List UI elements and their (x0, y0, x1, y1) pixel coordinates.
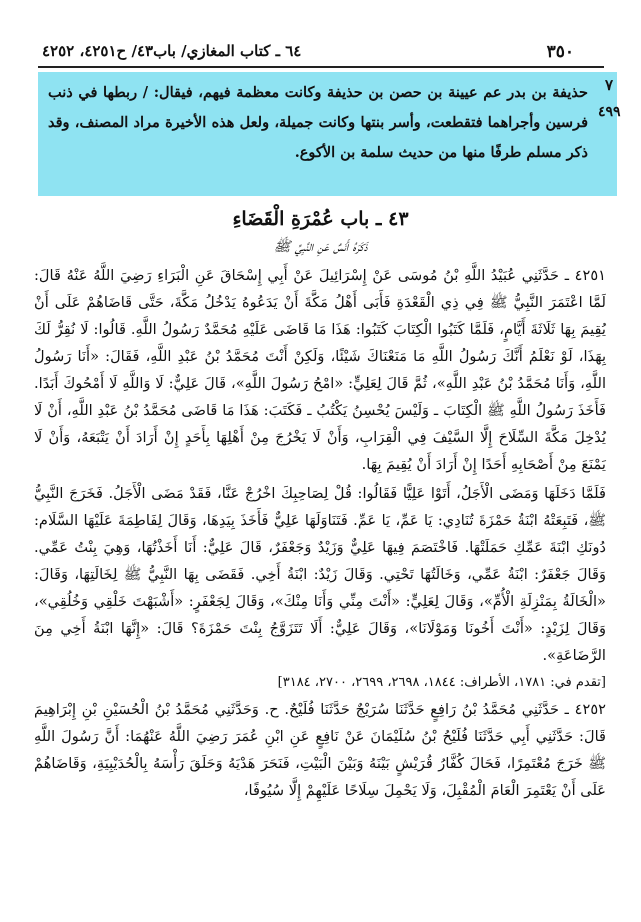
chapter-title: ٤٣ ـ باب عُمْرَةِ الْقَضَاءِ (232, 208, 409, 230)
footnote-marker: ٧ (604, 76, 613, 94)
highlighted-footnote (38, 72, 617, 196)
running-title: ٦٤ ـ كتاب المغازي/ باب٤٣/ ح٤٢٥١، ٤٢٥٢ (42, 42, 302, 60)
margin-page-number: ٤٩٩ (598, 104, 621, 120)
main-text (34, 262, 606, 804)
chapter-subtitle: ذَكَرَهُ أَنَسٌ عَنِ النَّبِيِّ ﷺ (273, 239, 368, 255)
hadith-4251-part1: ٤٢٥١ ـ حَدَّثَنِي عُبَيْدُ اللَّهِ بْنُ مُوسَى عَنْ إِسْرَائِيلَ عَنْ أَبِي إِسْحَاقَ عَنِ الْبَرَاءِ رَضِيَ اللَّهُ عَنْهُ قَالَ: لَمَّا اعْتَمَرَ النَّبِيُّ ﷺ فِي ذِي الْقَعْدَةِ فَأَبَى أَهْلُ مَكَّةَ أَنْ يَدَعُوهُ يَدْخُلُ مَكَّةَ، حَتَّى قَاضَاهُمْ عَلَى أَنْ يُقِيمَ بِهَا ثَلَاثَةَ أَيَّامٍ، فَلَمَّا كَتَبُوا الْكِتَابَ كَتَبُوا: هَذَا مَا قَاضَى عَلَيْهِ مُحَمَّدٌ رَسُولُ اللَّهِ. قَالُوا: لَا نُقِرُّ لَكَ بِهَذَا، لَوْ نَعْلَمُ أَنَّكَ رَسُولُ اللَّهِ مَا مَنَعْنَاكَ شَيْئًا، وَلَكِنْ أَنْتَ مُحَمَّدُ بْنُ عَبْدِ اللَّهِ، فَقَالَ: «أَنَا رَسُولُ اللَّهِ، وَأَنَا مُحَمَّدُ بْنُ عَبْدِ اللَّهِ»، ثُمَّ قَالَ لِعَلِيٍّ: «امْحُ رَسُولَ اللَّهِ»، قَالَ عَلِيٌّ: لَا وَاللَّهِ لَا أَمْحُوكَ أَبَدًا. فَأَخَذَ رَسُولُ اللَّهِ ﷺ الْكِتَابَ ـ وَلَيْسَ يُحْسِنُ يَكْتُبُ ـ فَكَتَبَ: هَذَا مَا قَاضَى مُحَمَّدُ بْنُ عَبْدِ اللَّهِ، أَنْ لَا يُدْخِلَ مَكَّةَ السِّلَاحَ إِلَّا السَّيْفَ فِي الْقِرَابِ، وَأَنْ لَا يَخْرُجَ مِنْ أَهْلِهَا بِأَحَدٍ إِنْ أَرَادَ أَنْ يَتْبَعَهُ، وَأَنْ لَا يَمْنَعَ مِنْ أَصْحَابِهِ أَحَدًا إِنْ أَرَادَ أَنْ يُقِيمَ بِهَا. (34, 267, 606, 473)
footnote-text: حذيفة بن بدر عم عيينة بن حصن بن حذيفة وكانت معظمة فيهم، فيقال: / ربطها في ذنب فرسين وأجراهما فتقطعت، وأسر بنتها وكانت جميلة، ولعل هذه الأخيرة مراد المصنف، وقد ذكر مسلم طرفًا منها من حديث سلمة بن الأكوع. (48, 84, 588, 161)
hadith-4252: ٤٢٥٢ ـ حَدَّثَنِي مُحَمَّدُ بْنُ رَافِعٍ حَدَّثَنَا سُرَيْجٌ حَدَّثَنَا فُلَيْحٌ. ح. وَحَدَّثَنِي مُحَمَّدُ بْنُ الْحُسَيْنِ بْنِ إِبْرَاهِيمَ قَالَ: حَدَّثَنِي أَبِي حَدَّثَنَا فُلَيْحُ بْنُ سُلَيْمَانَ عَنْ نَافِعٍ عَنِ ابْنِ عُمَرَ رَضِيَ اللَّهُ عَنْهُمَا: أَنَّ رَسُولَ اللَّهِ ﷺ خَرَجَ مُعْتَمِرًا، فَحَالَ كُفَّارُ قُرَيْشٍ بَيْنَهُ وَبَيْنَ الْبَيْتِ، فَنَحَرَ هَدْيَهُ وَحَلَقَ رَأْسَهُ بِالْحُدَيْبِيَةِ، وَقَاضَاهُمْ عَلَى أَنْ يَعْتَمِرَ الْعَامَ الْمُقْبِلَ، وَلَا يَحْمِلَ سِلَاحًا عَلَيْهِمْ إِلَّا سُيُوفًا، (34, 701, 606, 799)
hadith-4251-part2: فَلَمَّا دَخَلَهَا وَمَضَى الْأَجَلُ، أَتَوْا عَلِيًّا فَقَالُوا: قُلْ لِصَاحِبِكَ اخْرُجْ عَنَّا، فَقَدْ مَضَى الْأَجَلُ. فَخَرَجَ النَّبِيُّ ﷺ، فَتَبِعَتْهُ ابْنَةُ حَمْزَةَ تُنَادِي: يَا عَمِّ، يَا عَمِّ. فَتَنَاوَلَهَا عَلِيٌّ فَأَخَذَ بِيَدِهَا، وَقَالَ لِفَاطِمَةَ عَلَيْهَا السَّلَام: دُونَكِ ابْنَةَ عَمِّكِ حَمَلَتْهَا. فَاخْتَصَمَ فِيهَا عَلِيٌّ وَزَيْدٌ وَجَعْفَرٌ، قَالَ عَلِيٌّ: أَنَا أَخَذْتُهَا، وَهِيَ بِنْتُ عَمِّي. وَقَالَ جَعْفَرٌ: ابْنَةُ عَمِّي، وَخَالَتُهَا تَحْتِي. وَقَالَ زَيْدٌ: ابْنَةُ أَخِي. فَقَضَى بِهَا النَّبِيُّ ﷺ لِخَالَتِهَا، وَقَالَ: «الْخَالَةُ بِمَنْزِلَةِ الْأُمِّ»، وَقَالَ لِعَلِيٍّ: «أَنْتَ مِنِّي وَأَنَا مِنْكَ»، وَقَالَ لِجَعْفَرٍ: «أَشْبَهْتَ خَلْقِي وَخُلُقِي»، وَقَالَ لِزَيْدٍ: «أَنْتَ أَخُونَا وَمَوْلَانَا»، وَقَالَ عَلِيٌّ: أَلَا تَتَزَوَّجُ بِنْتَ حَمْزَةَ؟ قَالَ: «إِنَّهَا ابْنَةُ أَخِي مِنَ الرَّضَاعَةِ». (34, 485, 606, 664)
page-header (38, 40, 604, 68)
cross-reference: [تقدم في: ١٧٨١، الأطراف: ١٨٤٤، ٢٦٩٨، ٢٦٩٩، ٢٧٠٠، ٣١٨٤] (277, 675, 606, 690)
page-number: ٣٥٠ (546, 42, 574, 62)
